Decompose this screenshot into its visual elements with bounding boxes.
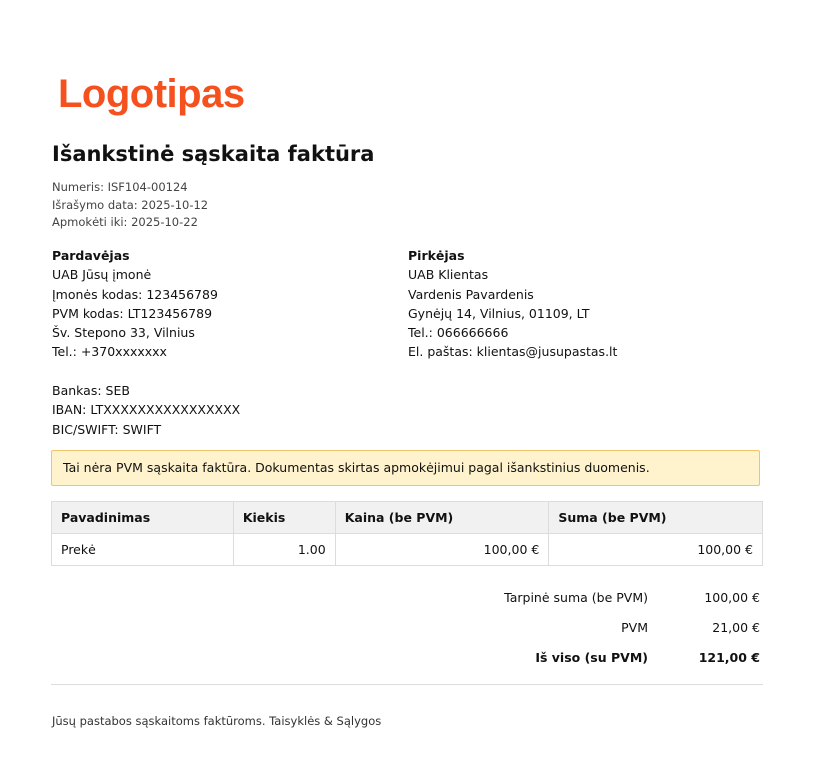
invoice-meta [52, 179, 208, 232]
footer-note: Jūsų pastabos sąskaitoms faktūroms. Taisyklės & Sąlygos [52, 714, 382, 728]
seller-block [52, 246, 218, 362]
seller-heading: Pardavėjas [52, 248, 130, 263]
subtotal-row [504, 588, 760, 618]
bank-name: Bankas: SEB [52, 383, 130, 398]
header-quantity: Kiekis [233, 502, 335, 534]
subtotal-value: 100,00 € [704, 590, 760, 605]
header-price: Kaina (be PVM) [335, 502, 549, 534]
buyer-contact: Vardenis Pavardenis [408, 286, 534, 302]
page-title: Išankstinė sąskaita faktūra [52, 142, 375, 166]
cell-name: Prekė [52, 534, 234, 566]
seller-vat-code: PVM kodas: LT123456789 [52, 305, 213, 321]
vat-label: PVM [621, 620, 648, 635]
cell-price: 100,00 € [335, 534, 549, 566]
seller-company-code: Įmonės kodas: 123456789 [52, 286, 218, 302]
seller-address: Šv. Stepono 33, Vilnius [52, 325, 195, 341]
header-name: Pavadinimas [52, 502, 234, 534]
items-table [51, 501, 763, 566]
table-header-row [52, 502, 763, 534]
total-label: Iš viso (su PVM) [535, 650, 648, 665]
bank-block [52, 381, 240, 439]
vat-row [504, 618, 760, 648]
total-value: 121,00 € [698, 650, 760, 665]
invoice-number: Numeris: ISF104-00124 [52, 180, 188, 194]
bank-iban: IBAN: LTXXXXXXXXXXXXXXXX [52, 402, 241, 418]
buyer-address: Gynėjų 14, Vilnius, 01109, LT [408, 305, 590, 321]
cell-quantity: 1.00 [233, 534, 335, 566]
bank-swift: BIC/SWIFT: SWIFT [52, 421, 162, 437]
buyer-heading: Pirkėjas [408, 248, 465, 263]
cell-sum: 100,00 € [549, 534, 763, 566]
vat-value: 21,00 € [712, 620, 760, 635]
due-date: Apmokėti iki: 2025-10-22 [52, 215, 198, 229]
buyer-email: El. paštas: klientas@jusupastas.lt [408, 344, 618, 360]
header-sum: Suma (be PVM) [549, 502, 763, 534]
table-row [52, 534, 763, 566]
buyer-block [408, 246, 617, 362]
subtotal-label: Tarpinė suma (be PVM) [504, 590, 648, 605]
buyer-name: UAB Klientas [408, 267, 489, 283]
seller-name: UAB Jūsų įmonė [52, 267, 152, 283]
notice-banner: Tai nėra PVM sąskaita faktūra. Dokumentas skirtas apmokėjimui pagal išankstinius duomenis. [51, 450, 760, 486]
total-row [504, 648, 760, 678]
issue-date: Išrašymo data: 2025-10-12 [52, 197, 209, 212]
divider [51, 684, 763, 685]
totals-block [504, 588, 760, 678]
buyer-phone: Tel.: 066666666 [408, 325, 509, 341]
logo: Logotipas [58, 72, 245, 116]
seller-phone: Tel.: +370xxxxxxx [52, 344, 167, 360]
